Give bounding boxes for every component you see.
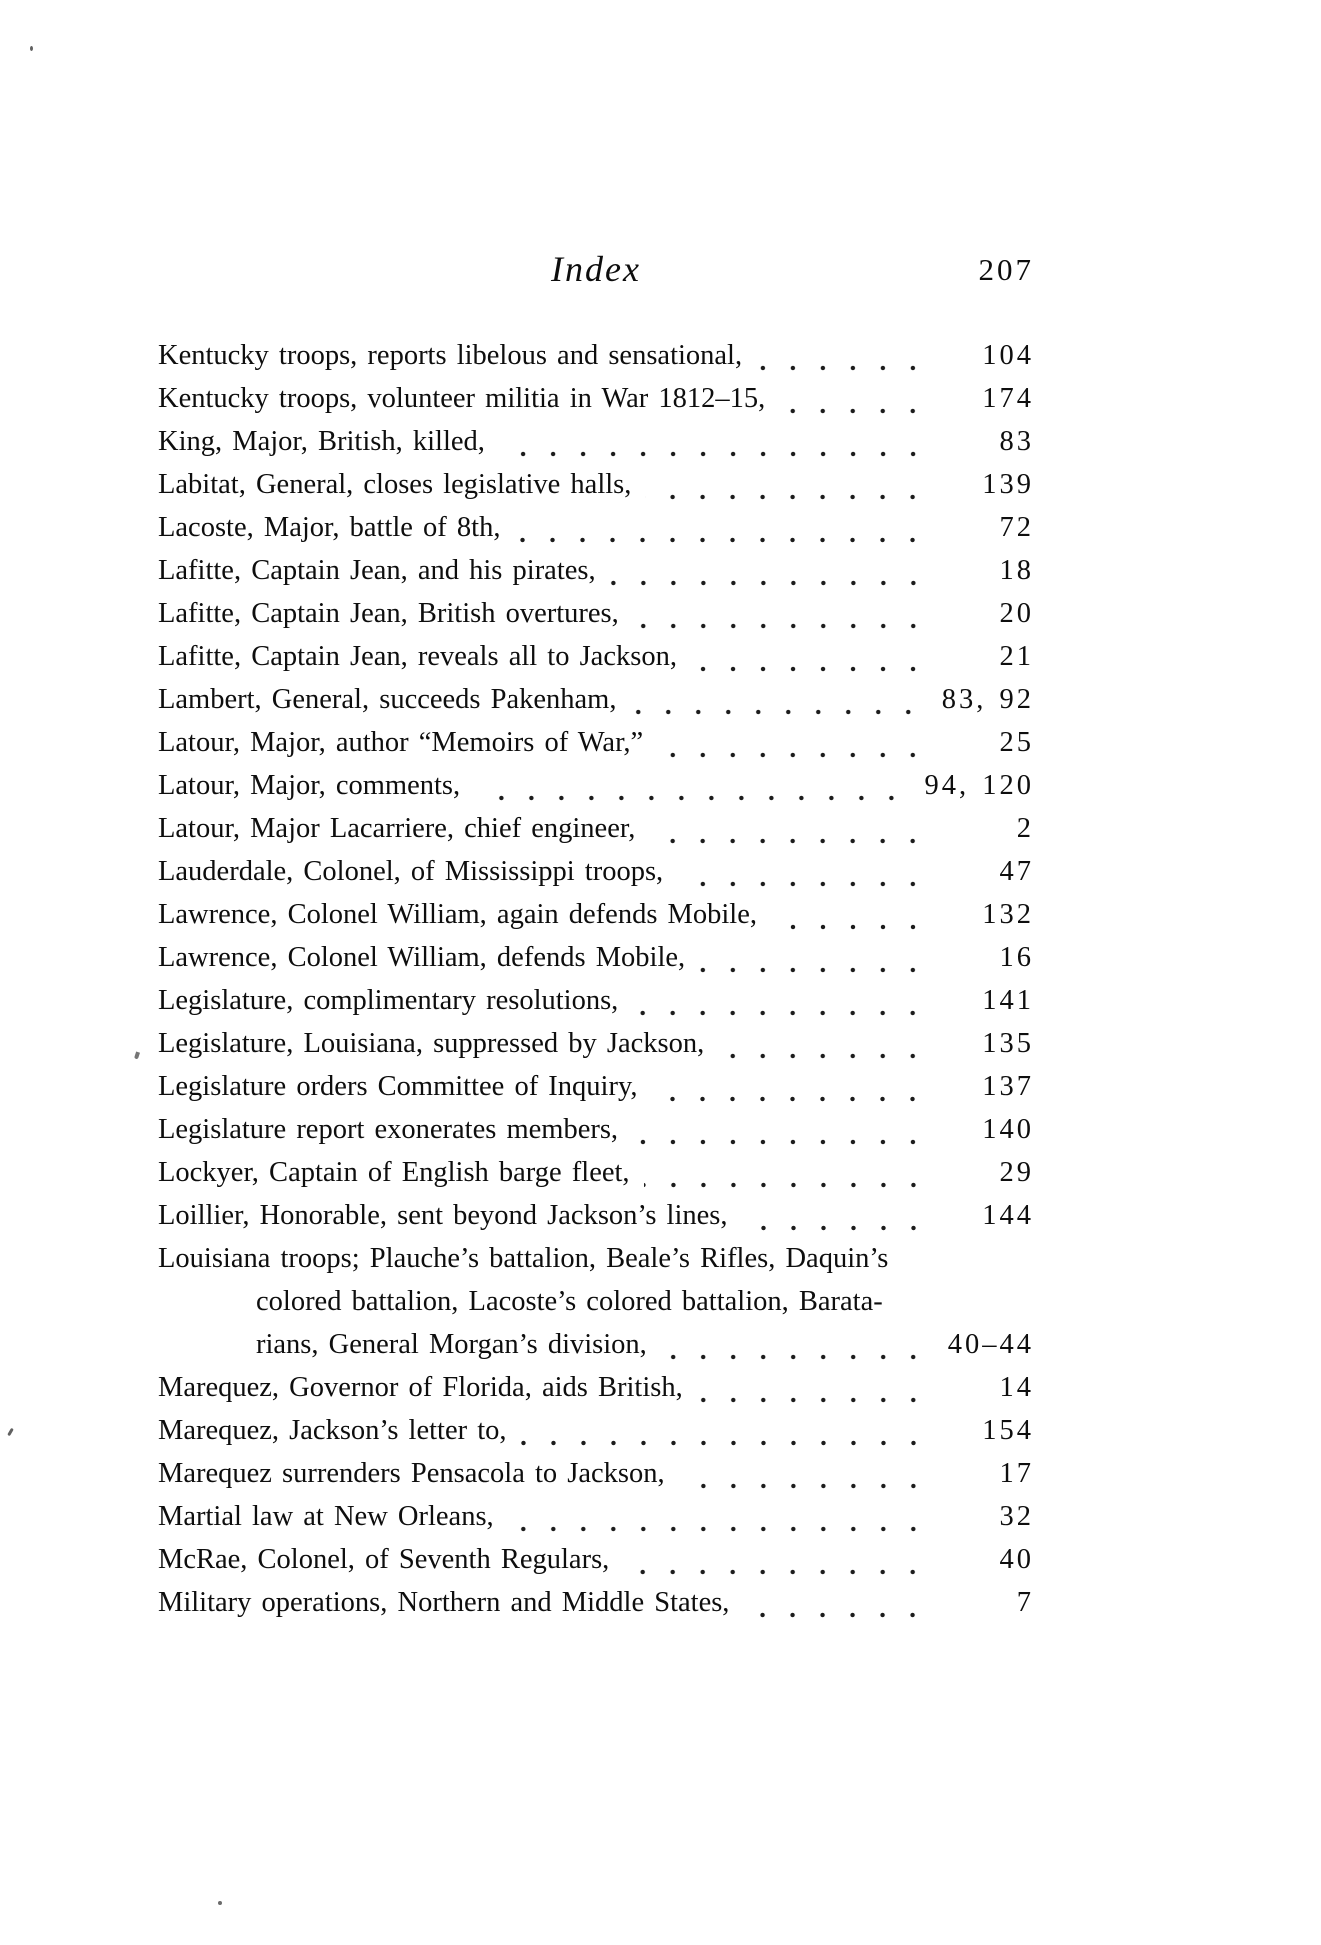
index-entry-row <box>158 727 1034 770</box>
scan-artifact-speck <box>30 46 33 51</box>
scan-artifact-speck <box>134 1052 140 1060</box>
index-entry-text: Lauderdale, Colonel, of Mississippi troops, <box>158 856 664 887</box>
dot-leader <box>661 1329 930 1372</box>
index-entry-row <box>158 469 1034 512</box>
index-entry-text: Lafitte, Captain Jean, reveals all to Jackson, <box>158 641 677 672</box>
index-entry-text: Latour, Major, author “Memoirs of War,” <box>158 727 644 758</box>
index-entry-row <box>158 1501 1034 1544</box>
index-entry-page-ref: 21 <box>999 641 1034 672</box>
dot-leader <box>645 469 930 512</box>
index-entry-page-ref: 18 <box>999 555 1034 586</box>
index-entry-page-ref: 83, 92 <box>941 684 1034 715</box>
index-entry-page-ref: 20 <box>999 598 1034 629</box>
dot-leader <box>632 985 930 1028</box>
index-entry-row <box>158 1587 1034 1630</box>
index-entry-row <box>158 555 1034 598</box>
dot-leader <box>718 1028 930 1071</box>
index-entry-row <box>158 1372 1034 1415</box>
dot-leader <box>677 856 930 899</box>
dot-leader <box>630 684 925 727</box>
dot-leader <box>499 426 930 469</box>
index-entry-page-ref: 29 <box>999 1157 1034 1188</box>
dot-leader <box>771 899 930 942</box>
index-entry-page-ref: 2 <box>1016 813 1034 844</box>
index-entry-list <box>158 340 1034 1630</box>
index-entry-row <box>158 1415 1034 1458</box>
index-entry-text: Kentucky troops, volunteer militia in War 1812–15, <box>158 383 766 414</box>
dot-leader <box>623 1544 930 1587</box>
index-entry-page-ref: 32 <box>999 1501 1034 1532</box>
dot-leader <box>756 340 930 383</box>
dot-leader <box>514 512 930 555</box>
index-entry-text: Louisiana troops; Plauche’s battalion, Beale’s Rifles, Daquin’s <box>158 1243 889 1274</box>
page-number: 207 <box>978 252 1034 287</box>
index-entry-page-ref: 139 <box>982 469 1034 500</box>
index-entry-row <box>158 856 1034 899</box>
index-entry-page-ref: 7 <box>1016 1587 1034 1618</box>
index-entry-text: Marequez, Jackson’s letter to, <box>158 1415 507 1446</box>
index-entry-row <box>158 512 1034 555</box>
dot-leader <box>632 1114 930 1157</box>
dot-leader <box>649 813 930 856</box>
index-entry-text: King, Major, British, killed, <box>158 426 485 457</box>
index-entry-page-ref: 137 <box>982 1071 1034 1102</box>
index-entry-text: Latour, Major Lacarriere, chief engineer, <box>158 813 636 844</box>
index-entry-page-ref: 104 <box>982 340 1034 371</box>
scan-artifact-speck <box>218 1901 222 1905</box>
index-entry-page-ref: 174 <box>982 383 1034 414</box>
index-entry-text: Loillier, Honorable, sent beyond Jackson’s lines, <box>158 1200 728 1231</box>
index-entry-text: Legislature, complimentary resolutions, <box>158 985 619 1016</box>
index-entry-page-ref: 16 <box>999 942 1034 973</box>
index-entry-row <box>158 1157 1034 1200</box>
dot-leader <box>691 641 930 684</box>
index-entry-text: Lawrence, Colonel William, again defends Mobile, <box>158 899 757 930</box>
index-entry-page-ref: 144 <box>982 1200 1034 1231</box>
index-entry-row <box>158 340 1034 383</box>
dot-leader <box>679 1458 930 1501</box>
page-content <box>158 248 1034 1630</box>
dot-leader <box>644 1157 930 1200</box>
index-entry-page-ref: 40–44 <box>947 1329 1034 1360</box>
index-entry-text: Lawrence, Colonel William, defends Mobile, <box>158 942 686 973</box>
index-entry-text: rians, General Morgan’s division, <box>256 1329 647 1360</box>
dot-leader <box>508 1501 930 1544</box>
index-entry-text: Legislature, Louisiana, suppressed by Jackson, <box>158 1028 705 1059</box>
index-entry-page-ref: 94, 120 <box>924 770 1034 801</box>
index-entry-row <box>158 813 1034 856</box>
index-entry-text: Labitat, General, closes legislative halls, <box>158 469 632 500</box>
dot-leader <box>743 1587 930 1630</box>
dot-leader <box>633 598 930 641</box>
index-entry-text: Lambert, General, succeeds Pakenham, <box>158 684 617 715</box>
index-entry-text: Latour, Major, comments, <box>158 770 461 801</box>
index-entry-text: Military operations, Northern and Middle States, <box>158 1587 730 1618</box>
index-entry-text: Legislature report exonerates members, <box>158 1114 619 1145</box>
index-entry-page-ref: 47 <box>999 856 1034 887</box>
page-title: Index <box>551 249 641 289</box>
index-entry-page-ref: 72 <box>999 512 1034 543</box>
index-entry-text: Legislature orders Committee of Inquiry, <box>158 1071 638 1102</box>
dot-leader <box>657 727 930 770</box>
index-entry-row <box>158 1114 1034 1157</box>
index-entry-row <box>158 1544 1034 1587</box>
scan-artifact-speck <box>7 1428 14 1436</box>
index-entry-row <box>158 1028 1034 1071</box>
index-entry-row <box>158 899 1034 942</box>
index-entry-row <box>158 684 1034 727</box>
index-entry-row <box>158 770 1034 813</box>
index-entry-row <box>158 1200 1034 1243</box>
index-entry-row <box>158 942 1034 985</box>
dot-leader <box>521 1415 930 1458</box>
index-entry-page-ref: 141 <box>982 985 1034 1016</box>
index-entry-text: Martial law at New Orleans, <box>158 1501 494 1532</box>
index-entry-row <box>158 1286 1034 1329</box>
index-entry-row <box>158 1329 1034 1372</box>
index-entry-text: Lockyer, Captain of English barge fleet, <box>158 1157 630 1188</box>
dot-leader <box>699 942 930 985</box>
index-entry-page-ref: 140 <box>982 1114 1034 1145</box>
index-entry-row <box>158 426 1034 469</box>
dot-leader <box>779 383 930 426</box>
index-entry-page-ref: 135 <box>982 1028 1034 1059</box>
index-entry-row <box>158 641 1034 684</box>
index-entry-page-ref: 14 <box>999 1372 1034 1403</box>
dot-leader <box>474 770 908 813</box>
dot-leader <box>742 1200 931 1243</box>
index-entry-page-ref: 40 <box>999 1544 1034 1575</box>
index-entry-page-ref: 132 <box>982 899 1034 930</box>
index-entry-text: colored battalion, Lacoste’s colored battalion, Barata- <box>256 1286 883 1317</box>
index-entry-text: Marequez, Governor of Florida, aids British, <box>158 1372 683 1403</box>
index-entry-text: Kentucky troops, reports libelous and sensational, <box>158 340 743 371</box>
index-entry-text: Lafitte, Captain Jean, and his pirates, <box>158 555 596 586</box>
index-entry-row <box>158 985 1034 1028</box>
page-header <box>158 248 1034 300</box>
index-entry-text: McRae, Colonel, of Seventh Regulars, <box>158 1544 610 1575</box>
dot-leader <box>610 555 930 598</box>
index-entry-page-ref: 17 <box>999 1458 1034 1489</box>
dot-leader <box>651 1071 930 1114</box>
index-entry-row <box>158 383 1034 426</box>
index-entry-page-ref: 83 <box>999 426 1034 457</box>
index-entry-page-ref: 154 <box>982 1415 1034 1446</box>
index-entry-row <box>158 1243 1034 1286</box>
dot-leader <box>697 1372 930 1415</box>
index-entry-text: Lafitte, Captain Jean, British overtures, <box>158 598 619 629</box>
index-entry-text: Lacoste, Major, battle of 8th, <box>158 512 501 543</box>
index-entry-row <box>158 1458 1034 1501</box>
index-entry-row <box>158 598 1034 641</box>
index-entry-text: Marequez surrenders Pensacola to Jackson, <box>158 1458 665 1489</box>
index-entry-page-ref: 25 <box>999 727 1034 758</box>
index-entry-row <box>158 1071 1034 1114</box>
